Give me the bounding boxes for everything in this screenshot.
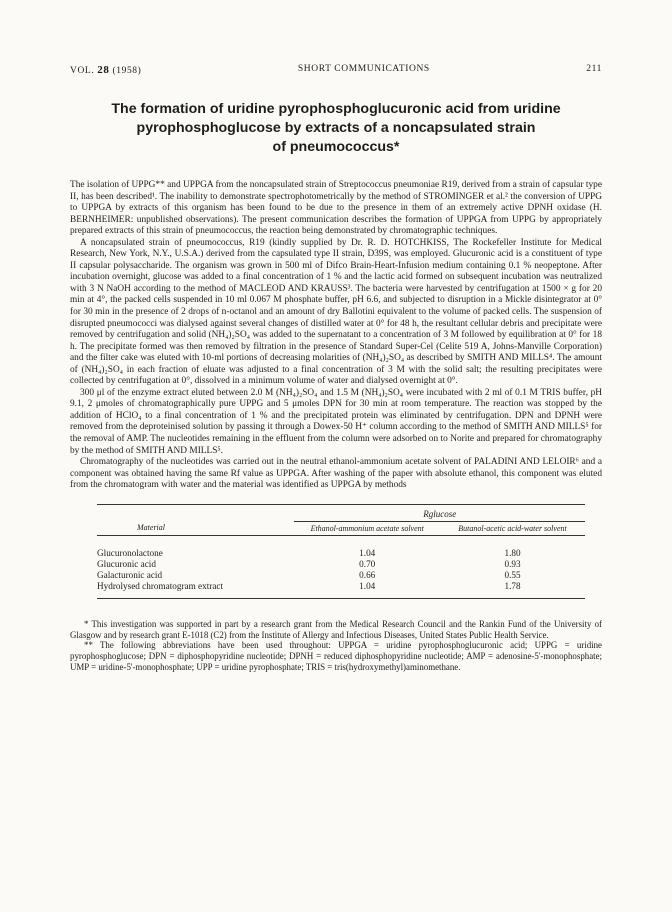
value-cell: 0.93 [504, 558, 521, 569]
value-cell: 1.80 [504, 547, 521, 558]
volume-number: 28 [97, 64, 110, 76]
volume-year: (1958) [112, 66, 142, 76]
title-line: The formation of uridine pyrophosphoglucuronic acid from uridine [111, 101, 561, 117]
paragraph: A noncapsulated strain of pneumococcus, R19 (kindly supplied by Dr. R. D. HOTCHKISS, The Rockefeller Institute for Medical Research, New York, N.Y., U.S.A.) derived from the capsulated type II strain, D39S, was employed. Glucuronic acid is a constituent of type II capsular polysaccharide. The organism was grown in 500 ml of Difco Brain-Heart-Infusion medium containing 0.1 % neopeptone. After incubation overnight, glucose was added to a final concentration of 1 % and the lactic acid formed on subsequent incubation was neutralized with 3 N NaOH according to the method of MACLEOD AND KRAUSS³. The bacteria were harvested by centrifugation at 1500 × g for 20 min at 4°, the packed cells suspended in 10 ml 0.067 M phosphate buffer, pH 6.6, and subjected to disruption in a Mickle disintegrator at 0° for 30 min in the presence of 2 drops of n-octanol and an amount of dry Ballotini equivalent to the volume of packed cells. The suspension of disrupted pneumococci was dialysed against several changes of distilled water at 0° for 48 h, the resultant cellular debris and precipitate were removed by centrifugation and solid (NH₄)₂SO₄ was added to the supernatant to a concentration of 3 M followed by equilibration at 0° for 18 h. The precipitate formed was then removed by filtration in the presence of Standard Super-Cel (Celite 519 A, Johns-Manville Corporation) and the filter cake was eluted with 10-ml portions of decreasing molarities of (NH₄)₂SO₄ as described by SMITH AND MILLS⁴. The amount of (NH₄)₂SO₄ in each fraction of eluate was adjusted to a final concentration of 3 M with the solid salt; the resulting precipitates were collected by centrifugation at 0°, dissolved in a minimum volume of water and dialysed overnight at 0°. [70, 237, 602, 387]
title-line: of pneumococcus* [272, 139, 400, 155]
col-header-ethanol: Ethanol-ammonium acetate solvent [310, 523, 424, 533]
volume-info [70, 64, 141, 76]
value-cell: 0.70 [359, 558, 376, 569]
value-cell: 0.55 [504, 569, 521, 580]
running-header [70, 64, 602, 76]
value-cell: 1.04 [359, 580, 376, 591]
footnotes [70, 619, 602, 673]
material-header: Material [137, 523, 165, 533]
section-title: SHORT COMMUNICATIONS [297, 64, 430, 74]
footnote: * This investigation was supported in part by a research grant from the Medical Research Council and the Rankin Fund of the University of Glasgow and by research grant E-1018 (C2) from the Institute of Allergy and Infectious Diseases, United States Public Health Service. [70, 618, 602, 640]
journal-page [70, 64, 602, 673]
page-number: 211 [586, 64, 602, 74]
material-cell: Galacturonic acid [97, 569, 163, 580]
table-row [97, 548, 585, 559]
value-cell: 1.04 [359, 547, 376, 558]
table-row [97, 559, 585, 570]
footnote: ** The following abbreviations have been used throughout: UPPGA = uridine pyrophosphoglucuronic acid; UPPG = uridine pyrophosphoglucose; DPN = diphosphopyridine nucleotide; DPNH = reduced diphosphopyridine nucleotide; AMP = adenosine-5'-monophosphate; UMP = uridine-5'-monophosphate; UPP = uridine pyrophosphate; TRIS = tris(hydroxymethyl)aminomethane. [70, 640, 602, 672]
material-cell: Glucuronolactone [97, 547, 163, 558]
material-cell: Glucuronic acid [97, 558, 156, 569]
paragraph: Chromatography of the nucleotides was carried out in the neutral ethanol-ammonium acetate solvent of PALADINI AND LELOIR⁶ and a component was obtained having the same Rf value as UPPGA. After washing of the paper with absolute ethanol, this component was eluted from the chromatogram with water and the material was identified as UPPGA by methods [70, 457, 602, 491]
material-cell: Hydrolysed chromatogram extract [97, 580, 224, 591]
paragraph: The isolation of UPPG** and UPPGA from the noncapsulated strain of Streptococcus pneumoniae R19, derived from a strain of capsular type II, has been described¹. The inability to demonstrate spectrophotometrically by the method of STROMINGER et al.² the conversion of UPPG to UPPGA by extracts of this organism has been found to be due to the presence in them of an extremely active DPNH oxidase (H. BERNHEIMER: unpublished observations). The present communication describes the formation of UPPGA from UPPG by appropriately prepared extracts of this strain of pneumococcus, the reaction being demonstrated by chromatographic techniques. [70, 180, 602, 237]
volume-label: VOL. [70, 66, 95, 76]
title-line: pyrophosphoglucose by extracts of a noncapsulated strain [136, 120, 536, 136]
col-header-butanol: Butanol-acetic acid-water solvent [458, 523, 567, 533]
value-cell: 1.78 [504, 580, 521, 591]
article-body [70, 180, 602, 492]
paragraph: 300 μl of the enzyme extract eluted between 2.0 M (NH₄)₂SO₄ and 1.5 M (NH₄)₂SO₄ were incubated with 2 ml of 0.1 M TRIS buffer, pH 9.1, 2 μmoles of chromatographically pure UPPG and 5 μmoles DPN for 30 min at room temperature. The reaction was stopped by the addition of HClO₄ to a final concentration of 1 % and the precipitated protein was eliminated by centrifugation. DPN and DPNH were removed from the deproteinised solution by passing it through a Dowex-50 H⁺ column according to the method of SMITH AND MILLS⁵ for the removal of AMP. The nucleotides remaining in the effluent from the column were adsorbed on to Norite and prepared for chromatography by the method of SMITH AND MILLS⁵. [70, 387, 602, 456]
results-table [97, 504, 585, 599]
article-title [70, 100, 602, 157]
table-row [97, 581, 585, 592]
group-header: Rglucose [294, 509, 585, 522]
value-cell: 0.66 [359, 569, 376, 580]
table-row [97, 570, 585, 581]
